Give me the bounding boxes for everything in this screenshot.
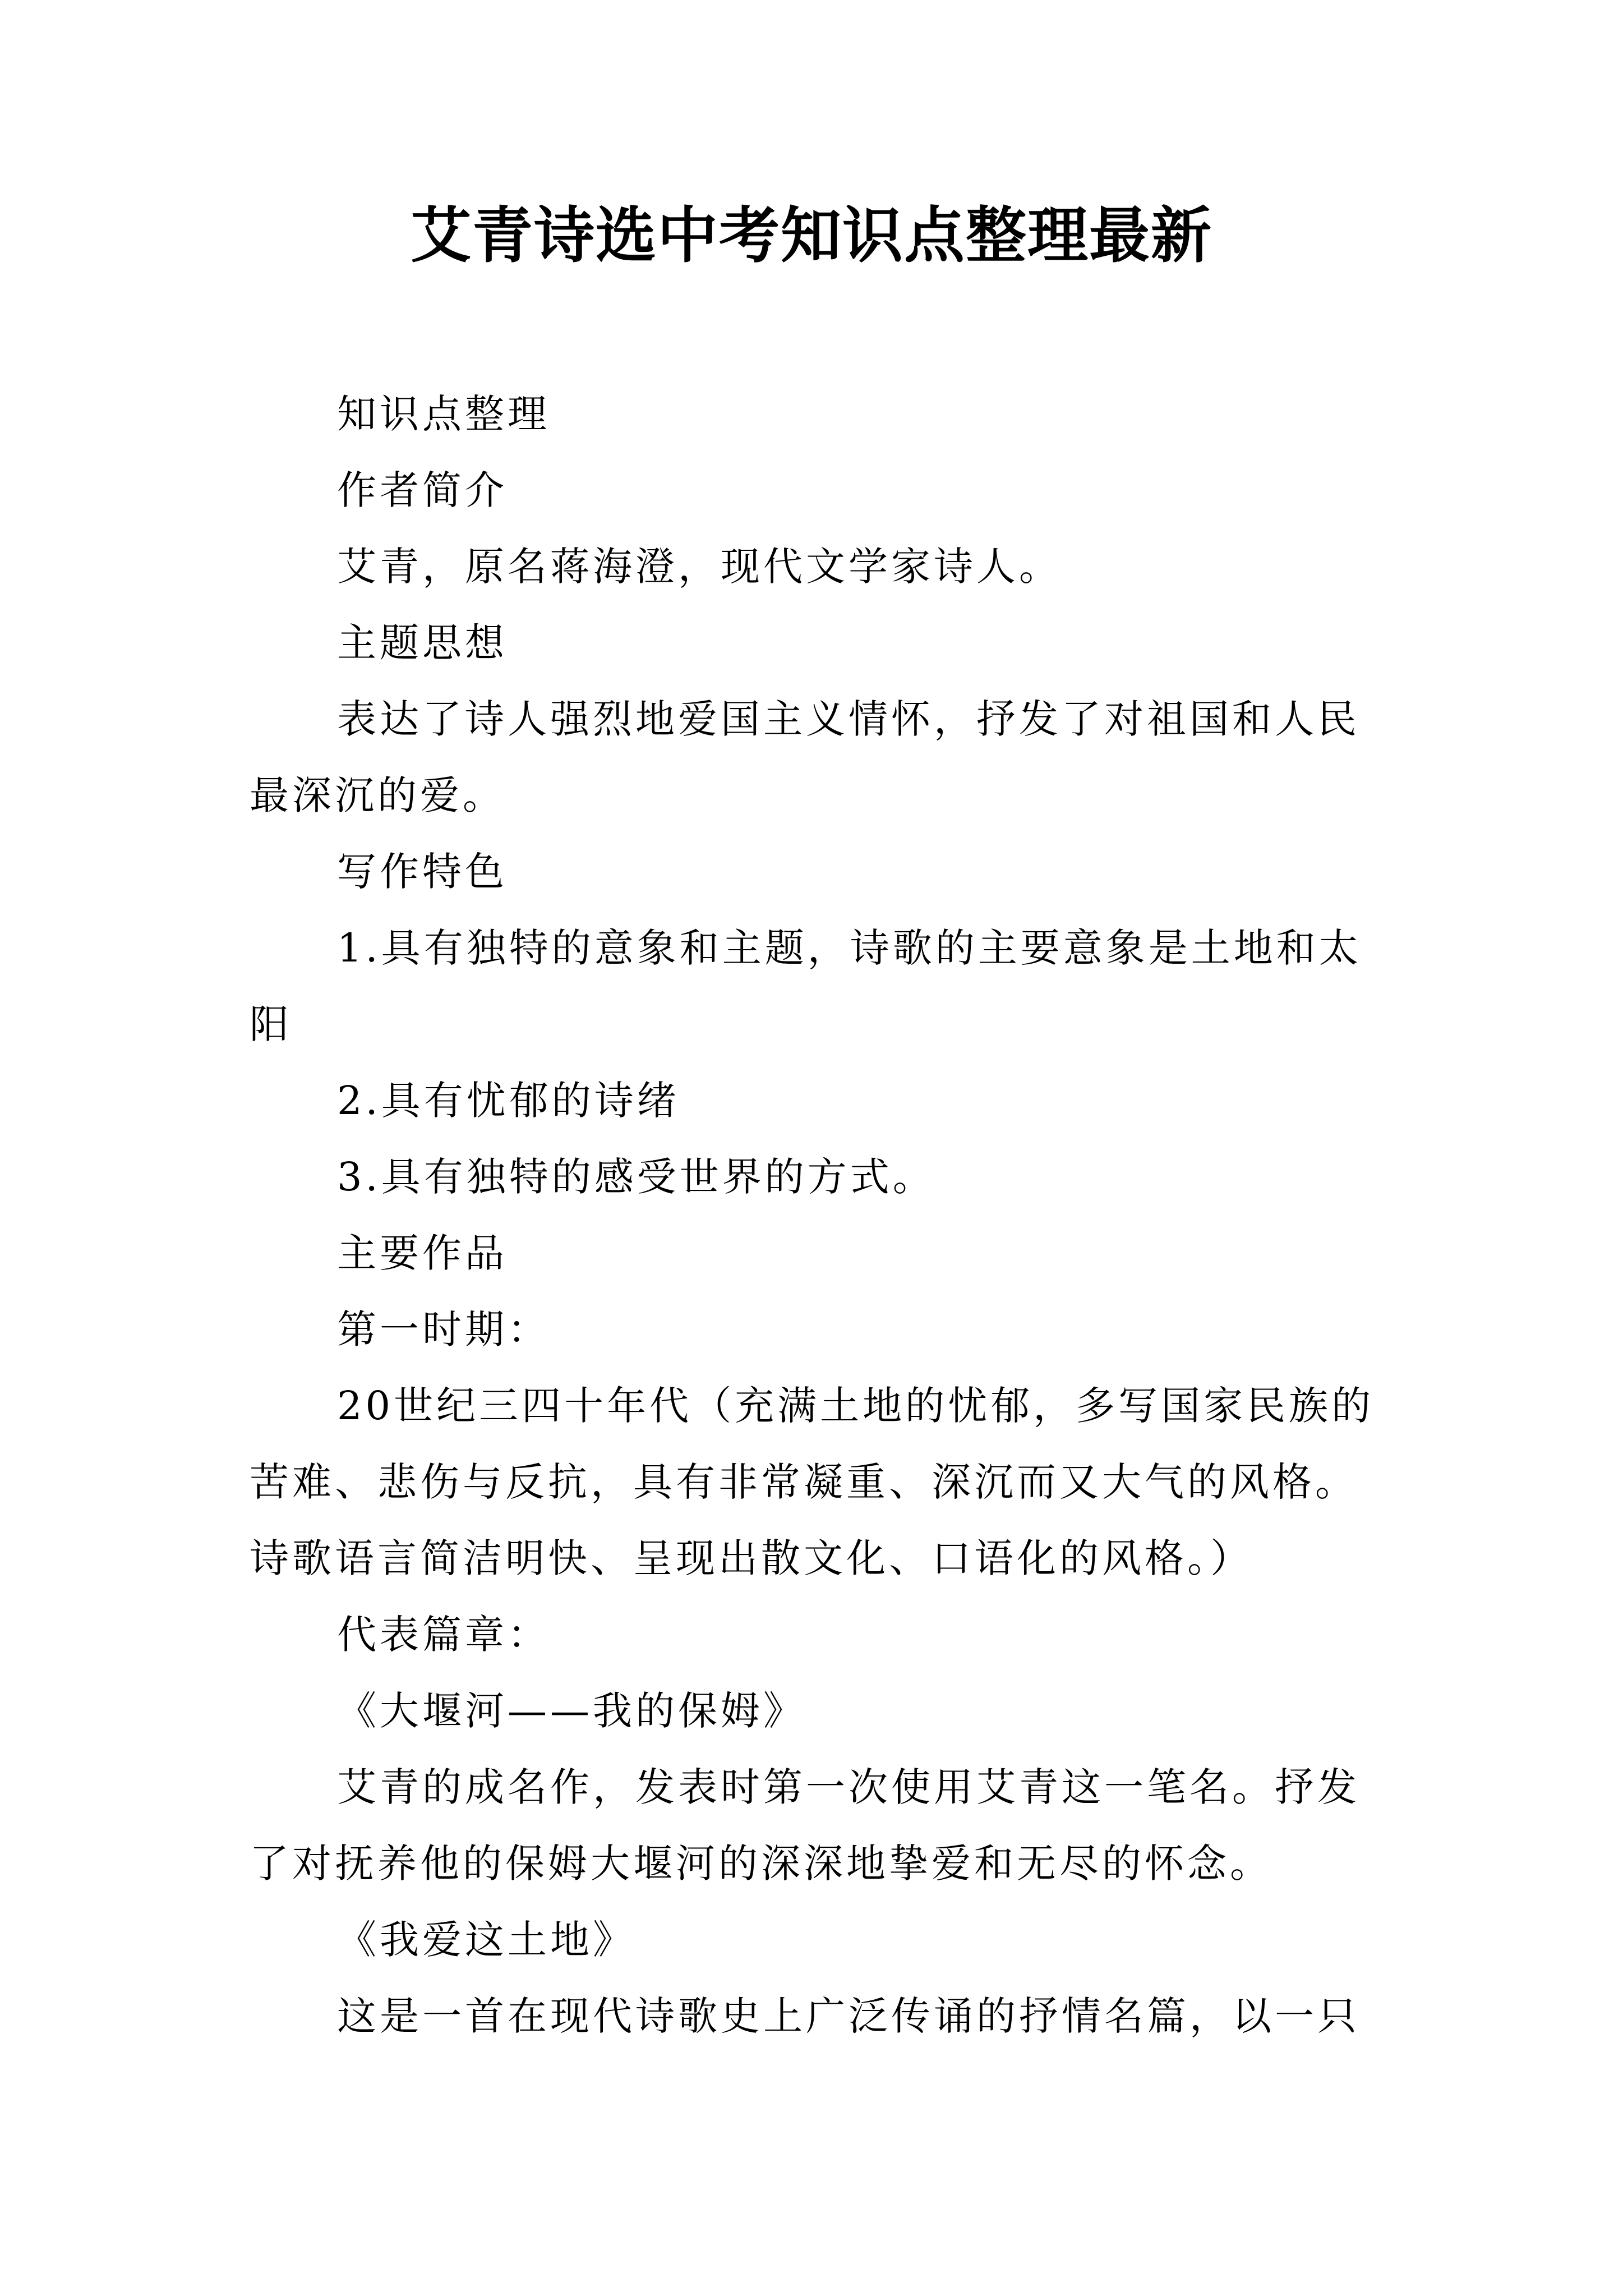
paragraph: 2.具有忧郁的诗绪 [337, 1078, 680, 1124]
paragraph: 这是一首在现代诗歌史上广泛传诵的抒情名篇，以一只 [337, 1993, 1360, 2039]
paragraph: 代表篇章： [337, 1612, 550, 1658]
paragraph: 主要作品 [337, 1230, 508, 1276]
paragraph: 20世纪三四十年代（充满土地的忧郁，多写国家民族的苦难、悲伤与反抗，具有非常凝重、深沉而又大气的风格。诗歌语言简洁明快、呈现出散文化、口语化的风格。） [250, 1383, 1375, 1581]
paragraph: 艾青的成名作，发表时第一次使用艾青这一笔名。抒发了对抚养他的保姆大堰河的深深地挚爱和无尽的怀念。 [250, 1764, 1360, 1887]
document-body [250, 376, 1388, 2054]
paragraph: 作者简介 [337, 467, 508, 513]
paragraph: 表达了诗人强烈地爱国主义情怀，抒发了对祖国和人民最深沉的爱。 [250, 696, 1360, 818]
paragraph: 第一时期： [337, 1306, 550, 1352]
paragraph: 《大堰河——我的保姆》 [337, 1688, 806, 1734]
document-title: 艾青诗选中考知识点整理最新 [410, 200, 1212, 271]
paragraph: 写作特色 [337, 849, 508, 895]
paragraph: 主题思想 [337, 620, 508, 666]
paragraph: 艾青，原名蒋海澄，现代文学家诗人。 [337, 544, 1062, 590]
paragraph: 知识点整理 [337, 391, 550, 437]
paragraph: 1.具有独特的意象和主题，诗歌的主要意象是土地和太阳 [250, 925, 1362, 1047]
paragraph: 《我爱这土地》 [337, 1917, 635, 1963]
paragraph: 3.具有独特的感受世界的方式。 [337, 1154, 935, 1200]
